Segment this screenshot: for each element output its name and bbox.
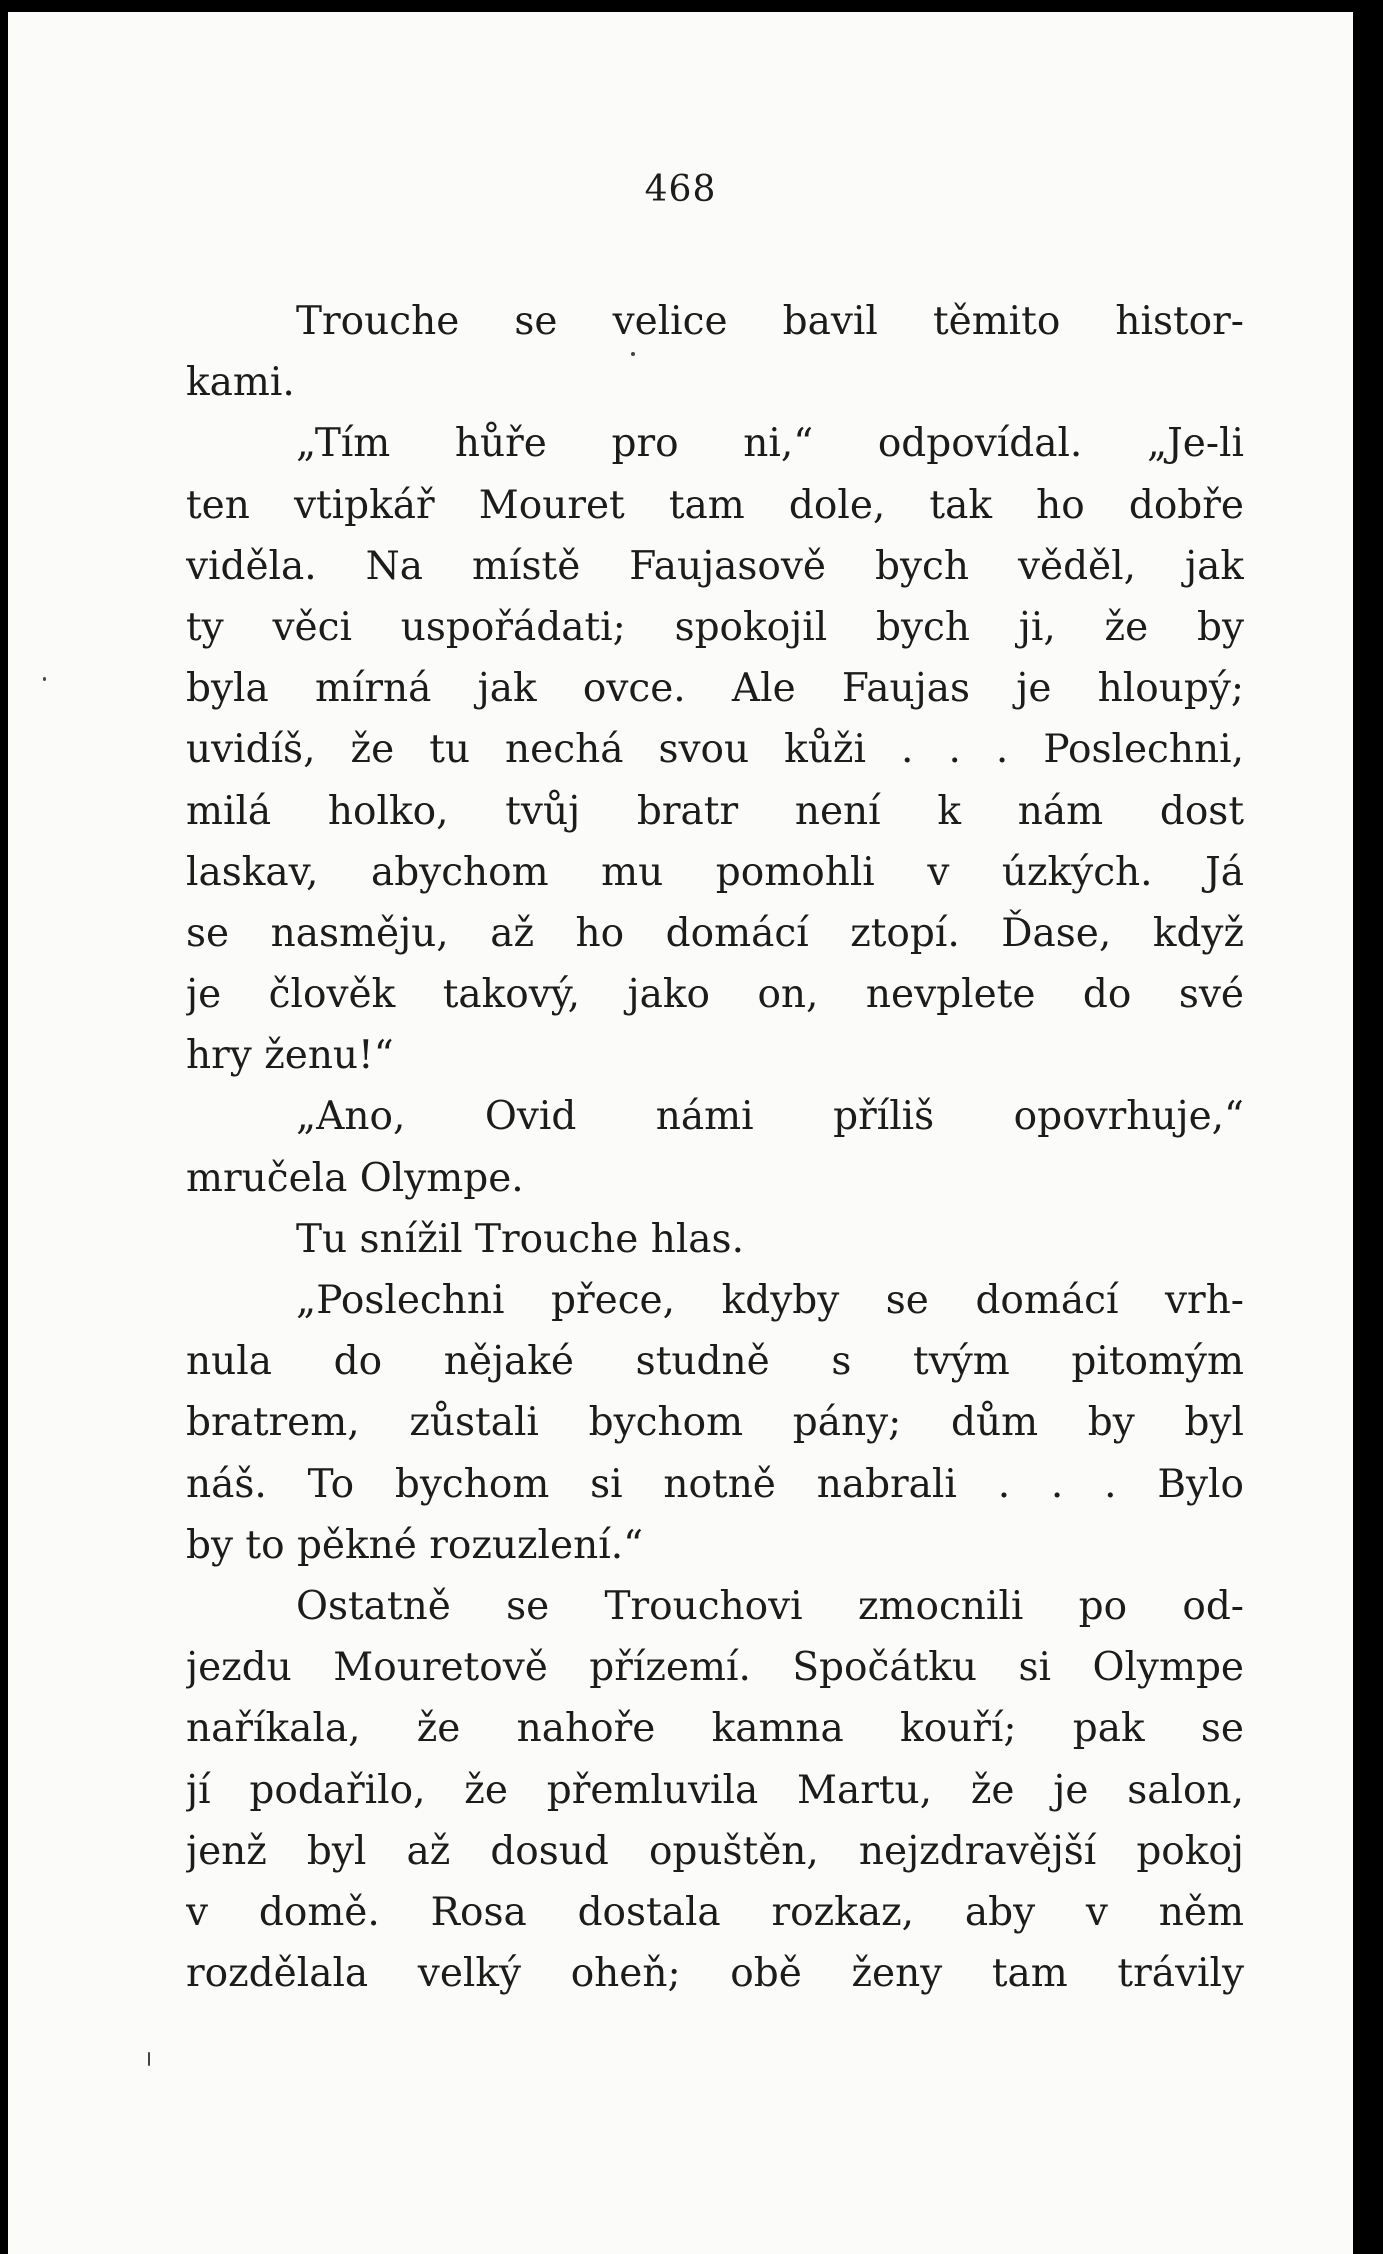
body-text [186, 291, 1244, 2004]
page-number: 468 [644, 169, 717, 210]
text-line: by to pěkné rozuzlení.“ [186, 1522, 644, 1568]
book-page [8, 12, 1353, 2254]
text-line: ten vtipkář Mouret tam dole, tak ho dobře [186, 482, 1244, 528]
paper-speck [148, 2052, 150, 2066]
text-line: hry ženu!“ [186, 1033, 394, 1079]
text-line: jezdu Mouretově přízemí. Spočátku si Olympe [186, 1645, 1244, 1691]
text-line: kami. [186, 360, 295, 406]
text-line: v domě. Rosa dostala rozkaz, aby v něm [186, 1889, 1244, 1935]
text-line: se nasměju, až ho domácí ztopí. Ďase, když [186, 910, 1244, 956]
text-line: viděla. Na místě Faujasově bych věděl, jak [186, 543, 1244, 589]
text-line: byla mírná jak ovce. Ale Faujas je hloupý; [186, 666, 1244, 712]
text-line: laskav, abychom mu pomohli v úzkých. Já [186, 849, 1244, 895]
text-line: ty věci uspořádati; spokojil bych ji, že by [186, 604, 1244, 650]
paper-speck [43, 677, 46, 681]
text-line: uvidíš, že tu nechá svou kůži . . . Poslechni, [186, 727, 1244, 773]
text-line: mručela Olympe. [186, 1155, 524, 1201]
text-line: jí podařilo, že přemluvila Martu, že je salon, [186, 1767, 1244, 1813]
text-line: „Poslechni přece, kdyby se domácí vrh- [296, 1278, 1244, 1323]
text-line: rozdělala velký oheň; obě ženy tam trávily [186, 1951, 1244, 1997]
text-line: je člověk takový, jako on, nevplete do své [186, 972, 1244, 1018]
text-line: jenž byl až dosud opuštěn, nejzdravější pokoj [186, 1828, 1244, 1874]
text-line: „Tím hůře pro ni,“ odpovídal. „Je-li [296, 421, 1244, 467]
text-line: milá holko, tvůj bratr není k nám dost [186, 788, 1244, 834]
text-line: nula do nějaké studně s tvým pitomým [186, 1339, 1244, 1385]
text-line: bratrem, zůstali bychom pány; dům by byl [186, 1400, 1244, 1446]
text-line: naříkala, že nahoře kamna kouří; pak se [186, 1706, 1244, 1752]
text-line: Trouche se velice bavil těmito histor- [296, 299, 1244, 344]
text-line: Tu snížil Trouche hlas. [296, 1216, 744, 1262]
text-line: Ostatně se Trouchovi zmocnili po od- [296, 1583, 1244, 1629]
text-line: náš. To bychom si notně nabrali . . . Bylo [186, 1461, 1244, 1507]
paper-speck [631, 352, 635, 356]
text-line: „Ano, Ovid námi příliš opovrhuje,“ [296, 1094, 1244, 1140]
